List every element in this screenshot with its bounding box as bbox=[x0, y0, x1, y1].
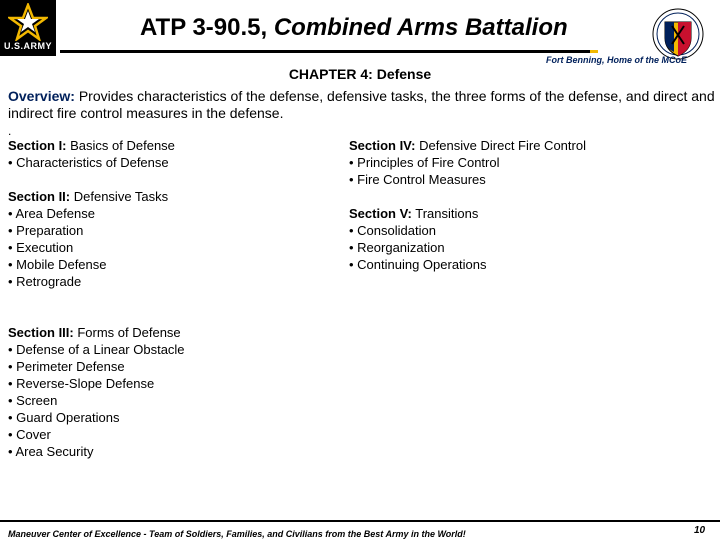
list-item: • Fire Control Measures bbox=[349, 172, 486, 187]
list-item: • Area Security bbox=[8, 444, 94, 459]
section-1-heading bbox=[8, 137, 338, 154]
section-4-heading bbox=[349, 137, 709, 154]
list-item: • Cover bbox=[8, 427, 51, 442]
section-5 bbox=[349, 205, 709, 273]
list-item: • Defense of a Linear Obstacle bbox=[8, 342, 185, 357]
section-4 bbox=[349, 137, 709, 188]
footer-text: Maneuver Center of Excellence - Team of Soldiers, Families, and Civilians from the Best Army in the World! bbox=[8, 529, 466, 539]
header-rule-accent bbox=[590, 50, 598, 53]
section-1-label: Section I: bbox=[8, 138, 67, 153]
list-item: • Area Defense bbox=[8, 206, 95, 221]
section-1 bbox=[8, 137, 338, 171]
section-2-title: Defensive Tasks bbox=[70, 189, 169, 204]
list-item: • Screen bbox=[8, 393, 58, 408]
list-item: • Reverse-Slope Defense bbox=[8, 376, 155, 391]
section-5-title: Transitions bbox=[411, 206, 479, 221]
list-item: • Consolidation bbox=[349, 223, 436, 238]
header-rule bbox=[60, 50, 590, 53]
section-5-heading bbox=[349, 205, 709, 222]
section-3-label: Section III: bbox=[8, 325, 74, 340]
list-item: • Reorganization bbox=[349, 240, 445, 255]
title-italic: Combined Arms Battalion bbox=[273, 14, 568, 41]
section-1-title: Basics of Defense bbox=[66, 138, 175, 153]
footer-rule bbox=[0, 520, 720, 522]
list-item: • Principles of Fire Control bbox=[349, 155, 500, 170]
army-star-logo-icon bbox=[0, 0, 56, 56]
overview-text: Provides characteristics of the defense, defensive tasks, the three forms of the defense, and direct and indirect fire control measures in the defense. bbox=[8, 88, 715, 121]
tagline: Fort Benning, Home of the MCoE bbox=[546, 55, 687, 65]
page-number: 10 bbox=[694, 525, 706, 536]
overview-paragraph bbox=[8, 88, 716, 122]
list-item: • Guard Operations bbox=[8, 410, 120, 425]
section-4-title: Defensive Direct Fire Control bbox=[415, 138, 586, 153]
section-3-title: Forms of Defense bbox=[73, 325, 181, 340]
page-title bbox=[140, 14, 568, 42]
mcoe-shield-logo-icon bbox=[652, 8, 704, 60]
section-3-heading bbox=[8, 324, 338, 341]
list-item: • Preparation bbox=[8, 223, 84, 238]
section-2 bbox=[8, 188, 338, 290]
list-item: • Mobile Defense bbox=[8, 257, 107, 272]
section-2-heading bbox=[8, 188, 338, 205]
left-column bbox=[8, 137, 338, 477]
star-icon bbox=[8, 3, 48, 41]
section-3 bbox=[8, 324, 338, 460]
overview-trailing-dot: . bbox=[8, 124, 12, 138]
overview-label: Overview: bbox=[8, 88, 75, 104]
list-item: • Retrograde bbox=[8, 274, 82, 289]
section-5-label: Section V: bbox=[349, 206, 412, 221]
list-item: • Execution bbox=[8, 240, 74, 255]
section-2-label: Section II: bbox=[8, 189, 71, 204]
list-item: • Continuing Operations bbox=[349, 257, 487, 272]
right-column bbox=[349, 137, 709, 290]
list-item: • Perimeter Defense bbox=[8, 359, 125, 374]
army-logo-text: U.S.ARMY bbox=[3, 41, 52, 51]
chapter-heading: CHAPTER 4: Defense bbox=[288, 66, 432, 82]
title-plain: ATP 3-90.5, bbox=[140, 14, 274, 41]
list-item: • Characteristics of Defense bbox=[8, 155, 169, 170]
section-4-label: Section IV: bbox=[349, 138, 416, 153]
